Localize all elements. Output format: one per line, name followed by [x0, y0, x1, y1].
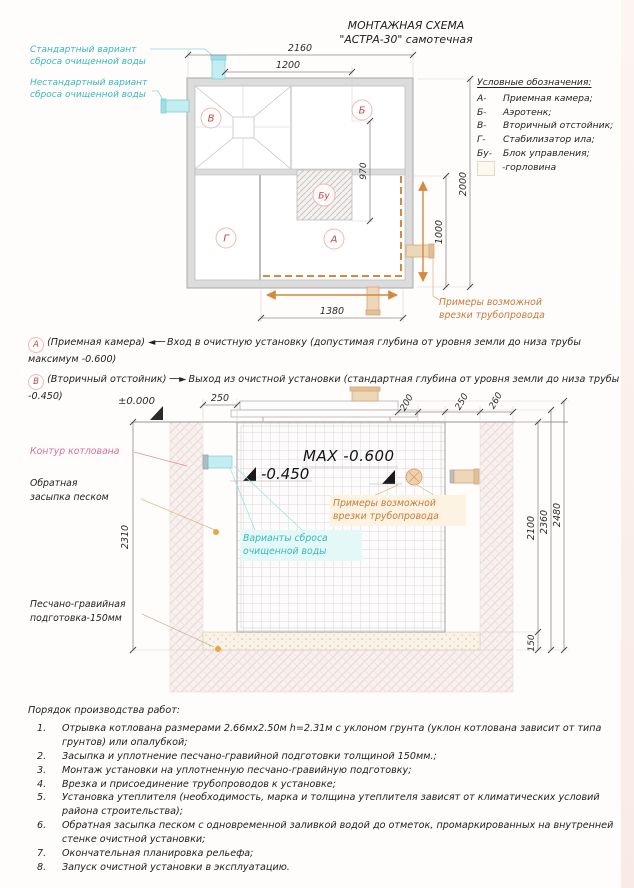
plan-insertion-note-line2: врезки трубопровода: [439, 310, 545, 322]
worklist-header: Порядок производства работ:: [28, 705, 181, 716]
worklist-item-number: 4.: [37, 778, 47, 790]
section-insertion-line1: Примеры возможной: [333, 498, 436, 509]
section-inlet-pipe: [450, 469, 479, 484]
worklist-item-text: Засыпка и уплотнение песчано-гравийной подготовки толщиной 150мм.;: [62, 750, 437, 762]
nonstandard-outlet-line2: сброса очищенной воды: [30, 90, 146, 101]
legend-header: Условные обозначения:: [477, 77, 592, 88]
worklist-item-number: 8.: [37, 861, 47, 873]
legend-item: [477, 147, 633, 161]
section-insertion-line2: врезки трубопровода: [333, 511, 439, 523]
work-procedure-list: [28, 704, 624, 875]
note-inlet: [28, 336, 620, 368]
section-outlet-note: [240, 530, 362, 561]
worklist-item-text: Обратная засыпка песком с одновременной заливкой водой до отметок, промаркированных на внутренней стенке очистной установки;: [62, 820, 614, 846]
dim-label-2160: 2160: [287, 43, 313, 54]
sand-gravel-bed: [203, 632, 480, 650]
legend-label: Вторичный отстойник;: [503, 120, 614, 132]
legend-item: [477, 92, 633, 106]
dim-label-2480: 2480: [552, 502, 563, 528]
outlet-pipe-left: [161, 99, 189, 113]
plan-insertion-note: [439, 296, 579, 323]
backfill-marker-dot: [213, 529, 219, 535]
dim-label-1200: 1200: [275, 60, 301, 71]
legend-code: В-: [477, 120, 487, 132]
compartment-b-label: Б: [358, 105, 366, 117]
worklist-item-number: 7.: [37, 848, 47, 860]
worklist-item-number: 6.: [37, 820, 47, 832]
note-text: Выход из очистной установки (стандартная глубина от уровня земли до низа трубы -0.450): [28, 373, 620, 402]
sheet-title: [316, 19, 496, 47]
worklist-item: [28, 847, 624, 861]
note-outlet: [28, 373, 620, 405]
dim-label-250-left: 250: [210, 393, 230, 404]
worklist-item-text: Установка утеплителя (необходимость, марка и толщина утеплителя зависят от климатических условий района строительства);: [62, 792, 600, 818]
pit-contour-label: Контур котлована: [30, 446, 120, 457]
legend-code: Б-: [477, 106, 487, 118]
legend-label: Аэротенк;: [503, 106, 552, 118]
legend: [477, 76, 633, 176]
standard-outlet-label: [30, 44, 146, 68]
legend-item-neck: [477, 161, 633, 176]
note-text: Вход в очистную установку (допустимая глубина от уровня земли до низа трубы максимум -0.600): [28, 337, 581, 365]
worklist-item-number: 2.: [37, 750, 47, 762]
dim-label-1380: 1380: [319, 306, 345, 317]
arrow-left-icon: ◄──: [148, 337, 164, 348]
legend-label: Стабилизатор ила;: [503, 134, 595, 146]
legend-code: Г-: [477, 134, 486, 146]
worklist-item-number: 1.: [37, 722, 47, 734]
note-letter-badge: В: [28, 374, 44, 390]
note-name: (Вторичный отстойник): [47, 373, 167, 385]
worklist-item-text: Отрывка котлована размерами 2.66мх2.50м h=2.31м с уклоном грунта (уклон котлована зависит от типа грунтов) или опалубкой;: [62, 722, 602, 748]
legend-item: [477, 133, 633, 147]
soil-hatch-right: [480, 422, 513, 650]
dim-label-2310: 2310: [120, 524, 131, 550]
nonstandard-outlet-line1: Нестандартный вариант: [30, 78, 148, 88]
section-outlet-line1: Варианты сброса: [243, 533, 328, 544]
inlet-pipe-right: [406, 244, 434, 258]
worklist-item: [28, 750, 624, 764]
insertion-note-leader: [433, 252, 441, 301]
standard-outlet-line2: сброса очищенной воды: [30, 57, 146, 68]
section-insertion-note: [330, 495, 466, 526]
standard-outlet-line1: Стандартный вариант: [30, 45, 137, 55]
worklist-item-text: Окончательная планировка рельефа;: [62, 848, 254, 860]
worklist-item-number: 5.: [37, 792, 47, 804]
plan-view: [150, 43, 474, 322]
worklist-item: [28, 778, 624, 792]
legend-code: А-: [477, 92, 487, 104]
dim-label-2000: 2000: [458, 171, 469, 197]
title-line-2: "АСТРА-30" самотечная: [339, 33, 473, 47]
worklist-item-text: Монтаж установки на уплотненную песчано-гравийную подготовку;: [62, 764, 412, 776]
section-outlet-line2: очищенной воды: [243, 546, 327, 558]
bed-marker-dot: [215, 646, 221, 652]
compartment-a-label: А: [330, 234, 338, 246]
dim-label-2100: 2100: [526, 515, 537, 541]
level-zero-label: ±0.000: [118, 396, 156, 407]
worklist-item: [28, 861, 624, 875]
dim-label-970: 970: [359, 162, 369, 180]
note-letter-badge: А: [28, 337, 44, 353]
scan-edge-tint: [621, 0, 634, 888]
inlet-pipe-bottom: [366, 287, 380, 315]
sand-bed-line2: подготовка-150мм: [30, 612, 122, 624]
arrow-right-icon: ──►: [169, 373, 186, 385]
note-name: (Приемная камера): [47, 337, 145, 348]
compartment-g-label: Г: [223, 233, 229, 245]
worklist-item-text: Запуск очистной установки в эксплуатацию.: [62, 861, 290, 873]
worklist-item: [28, 722, 624, 750]
worklist-item: [28, 791, 624, 819]
worklist-item-text: Врезка и присоединение трубопроводов к установке;: [62, 778, 336, 790]
worklist-item: [28, 819, 624, 847]
backfill-line1: Обратная: [30, 478, 78, 489]
neck-symbol-icon: [477, 161, 495, 176]
sand-bed-label: [30, 598, 126, 626]
section-outlet-pipe: [203, 455, 232, 469]
pipe-cross-section: [406, 469, 422, 485]
soil-hatch-bottom: [170, 650, 513, 692]
outlet-pipe-top: [211, 55, 226, 79]
worklist-item-number: 3.: [37, 764, 47, 776]
legend-label: Блок управления;: [503, 147, 590, 159]
legend-item: [477, 106, 633, 120]
legend-label: Приемная камера;: [503, 92, 593, 104]
max-level-label: MAX -0.600: [303, 447, 395, 465]
dim-label-260: 260: [487, 391, 505, 411]
soil-hatch-left: [170, 422, 203, 650]
title-line-1: МОНТАЖНАЯ СХЕМА: [347, 19, 465, 32]
dim-label-250-right: 250: [453, 392, 471, 412]
legend-label: -горловина: [502, 162, 557, 174]
legend-code: Бу-: [477, 147, 493, 159]
plan-insertion-note-line1: Примеры возможной: [439, 297, 542, 308]
worklist-item: [28, 764, 624, 778]
dim-label-150: 150: [527, 634, 537, 652]
sand-bed-line1: Песчано-гравийная: [30, 599, 126, 610]
backfill-line2: засыпка песком: [30, 491, 109, 503]
inlet-outlet-notes: [28, 336, 620, 410]
compartment-bu-label: Бу: [318, 191, 330, 202]
dim-label-2360: 2360: [539, 509, 550, 535]
compartment-v-label: В: [207, 113, 215, 125]
legend-item: [477, 119, 633, 133]
level-450-label: -0.450: [261, 465, 310, 483]
nonstandard-outlet-label: [30, 77, 147, 101]
dim-label-200: 200: [398, 393, 416, 413]
backfill-label: [30, 477, 109, 505]
dim-label-1000: 1000: [434, 219, 445, 245]
